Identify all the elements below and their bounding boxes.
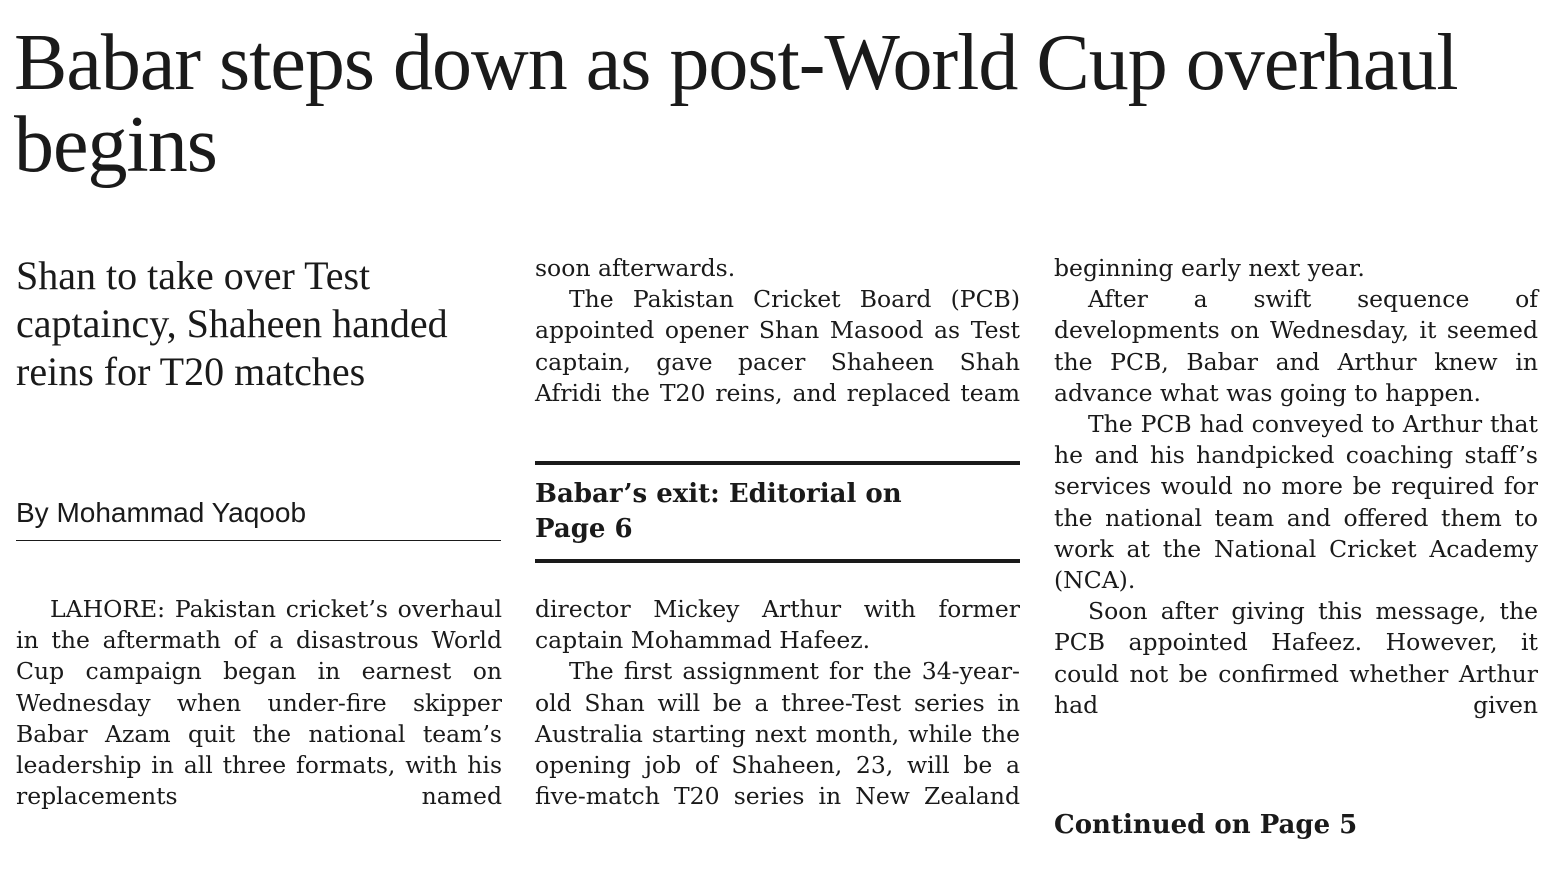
continued-on-page[interactable]: Continued on Page 5 [1054,810,1358,840]
byline: By Mohammad Yaqoob [16,497,307,528]
paragraph-coaching-staff: The PCB had conveyed to Arthur that he and his handpicked coaching staff’s services would no more be required for the national team and offered them to work at the National Cricket Academy (NCA). [1054,410,1538,595]
column-1-body [16,594,502,812]
cross-reference-editorial: Babar’s exit: Editorial on Page 6 [535,479,902,544]
paragraph-continuation: beginning early next year. [1054,254,1365,282]
column-2-bottom-body [535,594,1020,812]
cross-reference-top-rule [535,461,1020,465]
paragraph-developments: After a swift sequence of developments on Wednesday, it seemed the PCB, Babar and Arthur knew in advance what was going to happen. [1054,285,1538,407]
paragraph-lead: LAHORE: Pakistan cricket’s overhaul in the aftermath of a disastrous World Cup campaign began in earnest on Wednesday when under-fire skipper Babar Azam quit the national team’s leadership in all three formats, with his replacements named [16,595,502,811]
byline-divider [16,540,501,541]
paragraph-appointments: The Pakistan Cricket Board (PCB) appointed opener Shan Masood as Test captain, gave pacer Shaheen Shah Afridi the T20 reins, and replaced team [535,285,1020,407]
paragraph-continuation: soon afterwards. [535,254,736,282]
subheadline: Shan to take over Test captaincy, Shaheen handed reins for T20 matches [16,253,448,394]
paragraph-first-assignment: The first assignment for the 34-year-old Shan will be a three-Test series in Australia starting next month, while the opening job of Shaheen, 23, will be a five-match T20 series in New Zealand [535,657,1020,811]
headline: Babar steps down as post-World Cup overhaul begins [14,19,1458,189]
paragraph-continuation: director Mickey Arthur with former captain Mohammad Hafeez. [535,595,1020,655]
column-2-top-body [535,253,1020,409]
paragraph-hafeez: Soon after giving this message, the PCB appointed Hafeez. However, it could not be confirmed whether Arthur had given [1054,597,1538,719]
column-3-body [1054,253,1538,721]
cross-reference-bottom-rule [535,559,1020,563]
